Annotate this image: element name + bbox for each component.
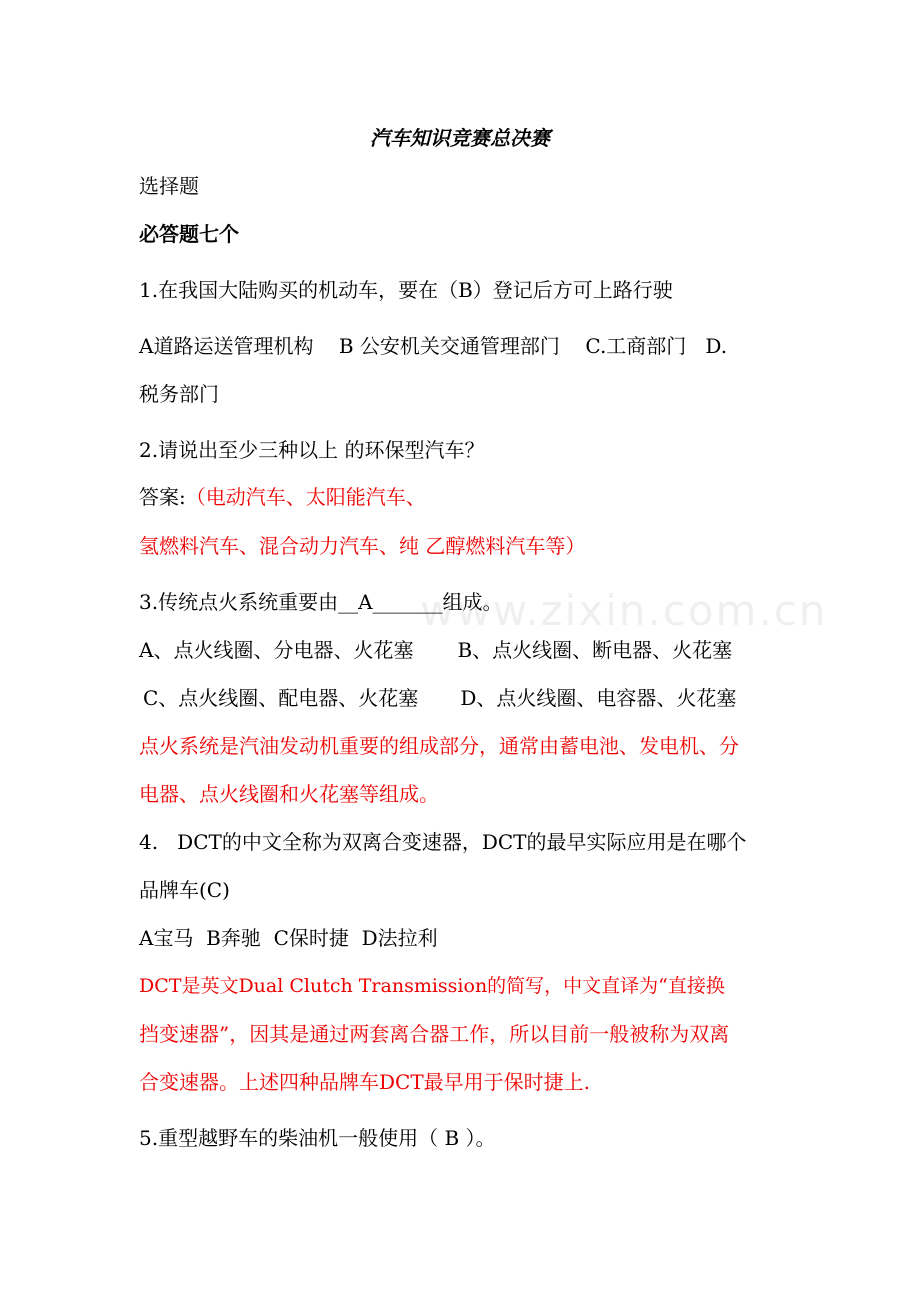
q3-option-a: A、点火线圈、分电器、火花塞 <box>139 638 414 662</box>
q3-option-c: C、点火线圈、配电器、火花塞 <box>143 686 419 710</box>
q1-question: 1.在我国大陆购买的机动车，要在（B）登记后方可上路行驶 <box>139 278 673 302</box>
q4-explanation-line2: 挡变速器”，因其是通过两套离合器工作，所以目前一般被称为双离 <box>139 1022 730 1046</box>
q2-answer-line1 <box>139 484 789 510</box>
q4-explanation-line1: DCT是英文Dual Clutch Transmission的简写，中文直译为“直接换 <box>139 975 725 997</box>
q1-options-line2: 税务部门 <box>139 382 219 406</box>
q4-question-line1: 4. DCT的中文全称为双离合变速器，DCT的最早实际应用是在哪个 <box>139 830 747 854</box>
q3-explanation-line2: 电器、点火线圈和火花塞等组成。 <box>139 782 439 806</box>
subsection-heading: 必答题七个 <box>139 222 239 246</box>
q4-options: A宝马 B奔驰 C保时捷 D法拉利 <box>139 926 438 950</box>
q4-explanation-line3: 合变速器。上述四种品牌车DCT最早用于保时捷上. <box>139 1070 591 1094</box>
q5-question: 5.重型越野车的柴油机一般使用（ B ）。 <box>139 1126 496 1150</box>
q1-options-line1: A道路运送管理机构 B 公安机关交通管理部门 C.工商部门 D. <box>139 334 728 358</box>
q3-options-row2 <box>143 685 793 711</box>
q3-options-row1 <box>139 637 789 663</box>
q3-explanation-line1: 点火系统是汽油发动机重要的组成部分，通常由蓄电池、发电机、分 <box>139 734 739 758</box>
q2-answer-text: （电动汽车、太阳能汽车、 <box>185 485 426 509</box>
q3-option-b: B、点火线圈、断电器、火花塞 <box>457 638 733 662</box>
q2-question: 2.请说出至少三种以上 的环保型汽车？ <box>139 438 485 462</box>
section-heading: 选择题 <box>139 174 199 198</box>
q3-question: 3.传统点火系统重要由__A_______组成。 <box>139 590 503 614</box>
q4-question-line2: 品牌车(C) <box>139 878 230 902</box>
document-title: 汽车知识竞赛总决赛 <box>370 126 550 150</box>
q3-option-d: D、点火线圈、电容器、火花塞 <box>460 686 737 710</box>
q2-answer-line2: 氢燃料汽车、混合动力汽车、纯 乙醇燃料汽车等） <box>139 534 586 558</box>
watermark: www.zixin.com.cn <box>420 586 828 635</box>
q2-answer-label: 答案: <box>139 485 186 509</box>
